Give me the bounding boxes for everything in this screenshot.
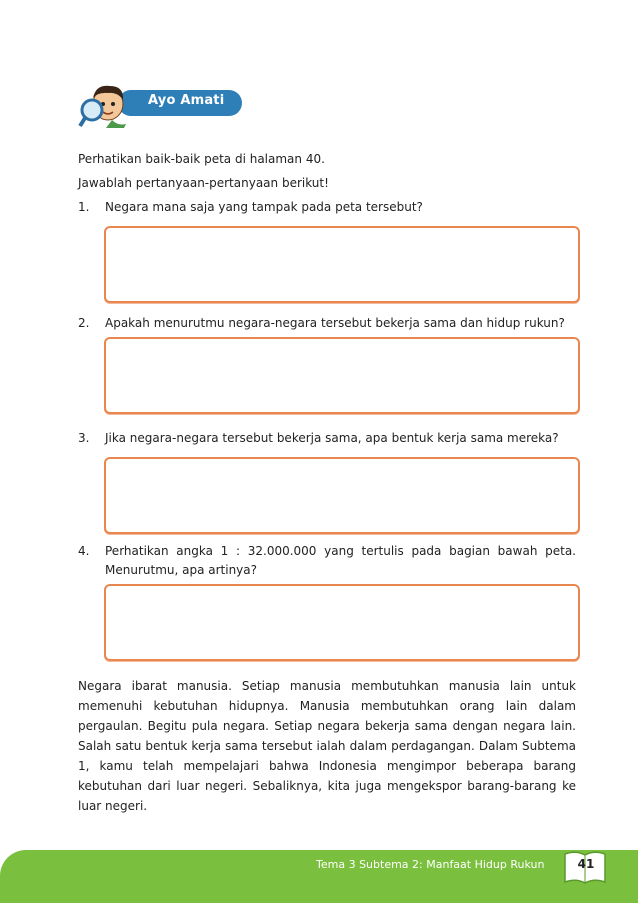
answer-box-2[interactable] [104,337,580,414]
footer-title: Tema 3 Subtema 2: Manfaat Hidup Rukun [316,858,545,871]
question-text: Jika negara-negara tersebut bekerja sama, apa bentuk kerja sama mereka? [105,431,559,445]
question-number: 2. [78,316,90,330]
question-number: 1. [78,200,90,214]
question-text: Negara mana saja yang tampak pada peta tersebut? [105,200,423,214]
answer-box-3[interactable] [104,457,580,534]
answer-box-1[interactable] [104,226,580,303]
badge-label: Ayo Amati [148,93,225,108]
intro-line-2: Jawablah pertanyaan-pertanyaan berikut! [78,176,329,190]
question-text: Apakah menurutmu negara-negara tersebut bekerja sama dan hidup rukun? [105,316,565,330]
body-paragraph: Negara ibarat manusia. Setiap manusia membutuhkan manusia lain untuk memenuhi kebutuhan hidupnya. Manusia membutuhkan orang lain dalam pergaulan. Begitu pula negara. Setiap negara bekerja sama dengan negara lain. Salah satu bentuk kerja sama tersebut ialah dalam perdagangan. Dalam Subtema 1, kamu telah mempelajari bahwa Indonesia mengimpor beberapa barang kebutuhan dari luar negeri. Sebaliknya, kita juga mengekspor barang-barang ke luar negeri. [78,679,576,813]
question-number: 4. [78,544,90,558]
question-number: 3. [78,431,90,445]
section-badge [78,80,248,128]
page-number: 41 [577,857,595,871]
intro-line-1: Perhatikan baik-baik peta di halaman 40. [78,152,325,166]
boy-with-magnifier-icon [78,80,130,128]
answer-box-4[interactable] [104,584,580,661]
question-text: Perhatikan angka 1 : 32.000.000 yang tertulis pada bagian bawah peta. Menurutmu, apa artinya? [105,544,576,577]
